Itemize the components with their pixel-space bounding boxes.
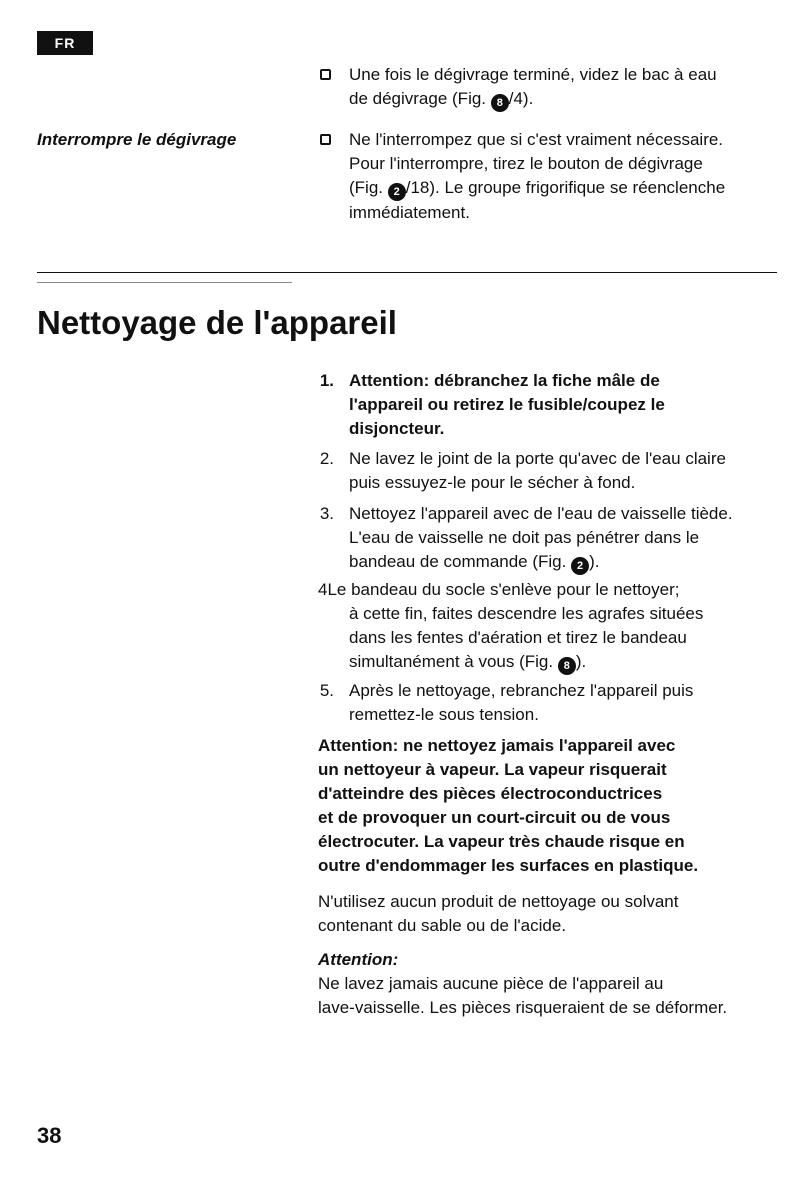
- defrost-empty-bullet: [318, 63, 768, 112]
- interrupt-defrost-label: Interrompre le dégivrage: [37, 130, 237, 149]
- steam-cleaner-warning: Attention: ne nettoyez jamais l'appareil avec un nettoyeur à vapeur. La vapeur risquerait d'atteindre des pièces électroconductrices et de provoquer un court-circuit ou de vous électrocuter. La vapeur très chaude risque en outre d'endommager les surfaces en plastique.: [318, 736, 699, 875]
- bullet-line: Pour l'interrompre, tirez le bouton de dégivrage: [349, 154, 703, 173]
- bullet-line: (Fig. 2 /18). Le groupe frigorifique se réenclenche: [349, 176, 778, 201]
- dishwasher-warning: Ne lavez jamais aucune pièce de l'appareil au lave-vaisselle. Les pièces risqueraient de se déformer.: [318, 974, 728, 1017]
- page-number: 38: [37, 1123, 62, 1148]
- checkbox-icon: [320, 69, 331, 80]
- section-divider-shadow: [37, 274, 292, 283]
- list-item: 3. Nettoyez l'appareil avec de l'eau de vaisselle tiède. L'eau de vaisselle ne doit pas pénétrer dans le bandeau de commande (Fig. 2 ).: [318, 502, 783, 575]
- figure-badge-icon: 8: [491, 94, 509, 112]
- bullet-line: Ne l'interrompez que si c'est vraiment nécessaire.: [349, 130, 724, 149]
- bullet-line: immédiatement.: [349, 203, 470, 222]
- section-divider: [37, 272, 777, 273]
- bullet-line: de dégivrage (Fig. 8 /4).: [349, 87, 768, 112]
- attention-label: Attention:: [318, 950, 399, 969]
- figure-badge-icon: 2: [571, 557, 589, 575]
- language-badge: FR: [37, 31, 93, 55]
- section-title: Nettoyage de l'appareil: [37, 304, 397, 341]
- figure-badge-icon: 8: [558, 657, 576, 675]
- list-item: 4Le bandeau du socle s'enlève pour le nettoyer; à cette fin, faites descendre les agrafes situées dans les fentes d'aération et tirez le bandeau simultanément à vous (Fig. 8 ).: [318, 578, 778, 675]
- cleaning-steps-list: [318, 369, 778, 729]
- list-item: 5. Après le nettoyage, rebranchez l'appareil puis remettez-le sous tension.: [319, 681, 694, 724]
- checkbox-icon: [320, 134, 331, 145]
- list-item: 1. Attention: débranchez la fiche mâle de l'appareil ou retirez le fusible/coupez le disjoncteur.: [319, 371, 665, 438]
- interrupt-defrost-bullet: [318, 128, 778, 225]
- list-item: 2. Ne lavez le joint de la porte qu'avec de l'eau claire puis essuyez-le pour le sécher à fond.: [319, 449, 726, 492]
- bullet-line: Une fois le dégivrage terminé, videz le bac à eau: [349, 65, 717, 84]
- figure-badge-icon: 2: [388, 183, 406, 201]
- cleaning-product-paragraph: N'utilisez aucun produit de nettoyage ou solvant contenant du sable ou de l'acide.: [318, 892, 679, 935]
